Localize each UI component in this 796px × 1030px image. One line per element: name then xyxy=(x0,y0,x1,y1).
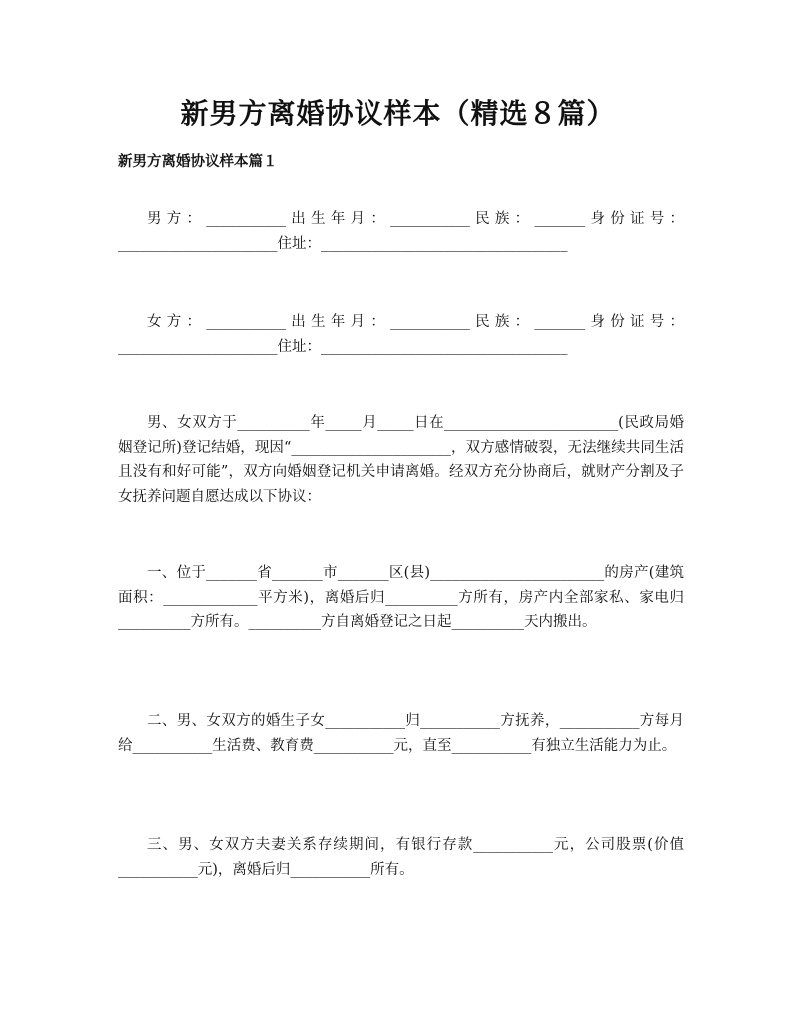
clause-property: 一、位于_______省_______市_______区(县)________________________的房产(建筑面积：_____________平方米)，离婚后归__________方所有，房产内全部家私、家电归__________方所有。__________方自离婚登记之日起__________天内搬出。 xyxy=(118,565,684,630)
section-heading: 新男方离婚协议样本篇１ xyxy=(118,153,278,170)
male-party-info: 男方：___________出生年月：___________民族：_______身份证号：______________________住址：__________________________________ xyxy=(118,211,684,252)
marriage-statement: 男、女双方于__________年_____月_____日在________________________(民政局婚姻登记所)登记结婚，现因“______________________，双方感情破裂，无法继续共同生活且没有和好可能”，双方向婚姻登记机关申请离婚。经双方充分协商后，就财产分割及子女抚养问题自愿达成以下协议： xyxy=(118,415,684,505)
female-party-info: 女方：___________出生年月：___________民族：_______身份证号：______________________住址：__________________________________ xyxy=(118,314,684,355)
document-title: 新男方离婚协议样本（精选８篇） xyxy=(180,97,616,130)
clause-savings: 三、男、女双方夫妻关系存续期间，有银行存款___________元，公司股票(价值___________元)，离婚后归___________所有。 xyxy=(118,837,684,878)
clause-child-custody: 二、男、女双方的婚生子女___________归___________方抚养，___________方每月给___________生活费、教育费___________元，直至___________有独立生活能力为止。 xyxy=(118,713,684,754)
